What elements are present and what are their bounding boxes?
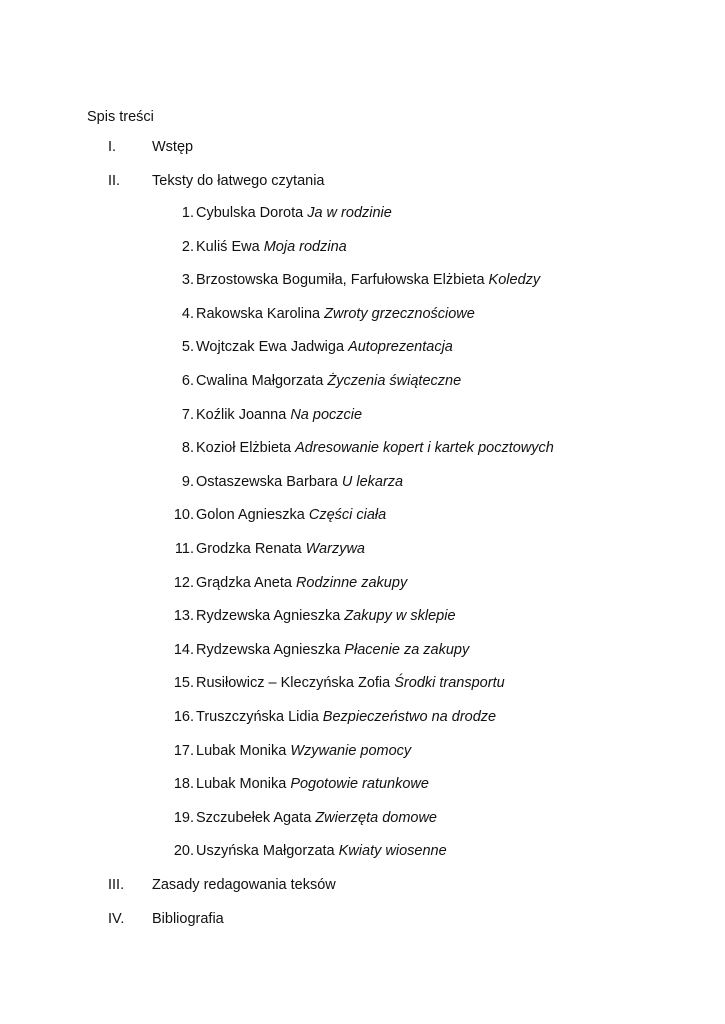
section-label: Bibliografia xyxy=(152,911,224,927)
section-label: Teksty do łatwego czytania xyxy=(152,173,325,189)
entry-title: Płacenie za zakupy xyxy=(344,641,470,658)
entry-title: Bezpieczeństwo na drodze xyxy=(322,709,497,725)
entry-author: Brzostowska Bogumiła, Farfułowska Elżbieta xyxy=(196,272,485,289)
entry-author: Rydzewska Agnieszka xyxy=(196,641,341,658)
entry-author: Lubak Monika xyxy=(196,742,287,759)
entry-title: Adresowanie kopert i kartek pocztowych xyxy=(295,440,554,457)
entry-number: 11. xyxy=(174,541,194,557)
entry-text xyxy=(196,541,365,557)
section-number: III. xyxy=(108,877,125,893)
entry-number: 16. xyxy=(173,709,194,725)
entry-number: 17. xyxy=(173,742,194,759)
entry-text xyxy=(196,642,469,658)
section-number: IV. xyxy=(108,911,125,927)
entry-text xyxy=(196,709,496,725)
entry-number: 4. xyxy=(181,305,194,322)
entry-author: Golon Agnieszka xyxy=(196,507,305,524)
entry-text xyxy=(196,373,461,389)
entry-number: 1. xyxy=(181,205,194,221)
toc-title: Spis treści xyxy=(87,109,154,125)
entry-title: Autoprezentacja xyxy=(348,339,453,356)
entry-number: 13. xyxy=(173,608,194,625)
entry-number: 8. xyxy=(181,440,194,457)
entry-author: Szczubełek Agata xyxy=(196,809,316,826)
entry-title: Zwroty grzecznościowe xyxy=(324,305,475,322)
entry-text xyxy=(196,205,392,221)
entry-text xyxy=(196,239,347,255)
entry-number: 20. xyxy=(173,843,194,860)
entry-title: Środki transportu xyxy=(394,675,505,692)
entry-number: 9. xyxy=(181,473,194,490)
entry-title: Rodzinne zakupy xyxy=(295,574,408,591)
entry-author: Rakowska Karolina xyxy=(196,305,325,322)
entry-text xyxy=(196,843,447,859)
entry-title: Życzenia świąteczne xyxy=(327,373,462,389)
entry-text xyxy=(196,339,453,355)
entry-text xyxy=(196,407,362,423)
entry-text xyxy=(196,810,437,826)
entry-text xyxy=(196,306,475,322)
entry-number: 14. xyxy=(173,641,194,658)
entry-author: Wojtczak Ewa Jadwiga xyxy=(196,339,345,356)
entry-title: Części ciała xyxy=(308,507,387,524)
entry-title: Zakupy w sklepie xyxy=(344,608,456,625)
entry-title: U lekarza xyxy=(341,473,404,490)
entry-author: Rusiłowicz – Kleczyńska Zofia xyxy=(196,675,395,692)
entry-author: Koźlik Joanna xyxy=(196,406,291,423)
section-number: II. xyxy=(108,173,121,189)
entry-text xyxy=(196,608,456,624)
entry-title: Koledzy xyxy=(488,272,541,289)
entry-author: Rydzewska Agnieszka xyxy=(196,608,341,625)
entry-text xyxy=(196,272,540,288)
entry-author: Uszyńska Małgorzata xyxy=(196,843,339,860)
entry-text xyxy=(196,743,411,759)
entry-number: 19. xyxy=(173,809,194,826)
entry-number: 2. xyxy=(181,238,194,255)
entry-text xyxy=(196,440,554,456)
entry-title: Moja rodzina xyxy=(263,238,347,255)
entry-number: 12. xyxy=(173,574,194,591)
entry-author: Ostaszewska Barbara xyxy=(196,473,338,490)
section-number: I. xyxy=(108,139,117,155)
entry-author: Grądzka Aneta xyxy=(196,574,292,591)
entry-title: Warzywa xyxy=(305,541,365,557)
entry-text xyxy=(196,507,386,523)
entry-title: Zwierzęta domowe xyxy=(315,809,437,826)
entry-number: 6. xyxy=(181,373,194,389)
entry-text xyxy=(196,474,403,490)
section-label: Wstęp xyxy=(152,139,194,155)
entry-number: 3. xyxy=(181,272,194,289)
entry-author: Cybulska Dorota xyxy=(196,205,304,221)
entry-number: 7. xyxy=(181,406,194,423)
entry-number: 18. xyxy=(173,776,194,793)
entry-title: Wzywanie pomocy xyxy=(290,742,412,759)
entry-text xyxy=(196,776,429,792)
entry-author: Kuliś Ewa xyxy=(196,238,260,255)
entry-title: Pogotowie ratunkowe xyxy=(290,776,429,793)
entry-text xyxy=(196,575,407,591)
entry-author: Lubak Monika xyxy=(196,776,287,793)
entry-author: Kozioł Elżbieta xyxy=(196,440,292,457)
entry-author: Cwalina Małgorzata xyxy=(196,373,324,389)
entry-number: 5. xyxy=(181,339,194,356)
entry-author: Grodzka Renata xyxy=(196,541,302,557)
entry-number: 10. xyxy=(173,507,194,524)
entry-title: Na poczcie xyxy=(290,406,363,423)
entry-author: Truszczyńska Lidia xyxy=(196,709,319,725)
entry-number: 15. xyxy=(173,675,194,692)
entry-title: Kwiaty wiosenne xyxy=(338,843,447,860)
entry-text xyxy=(196,675,505,691)
entry-title: Ja w rodzinie xyxy=(307,205,392,221)
section-label: Zasady redagowania teksów xyxy=(152,877,336,893)
